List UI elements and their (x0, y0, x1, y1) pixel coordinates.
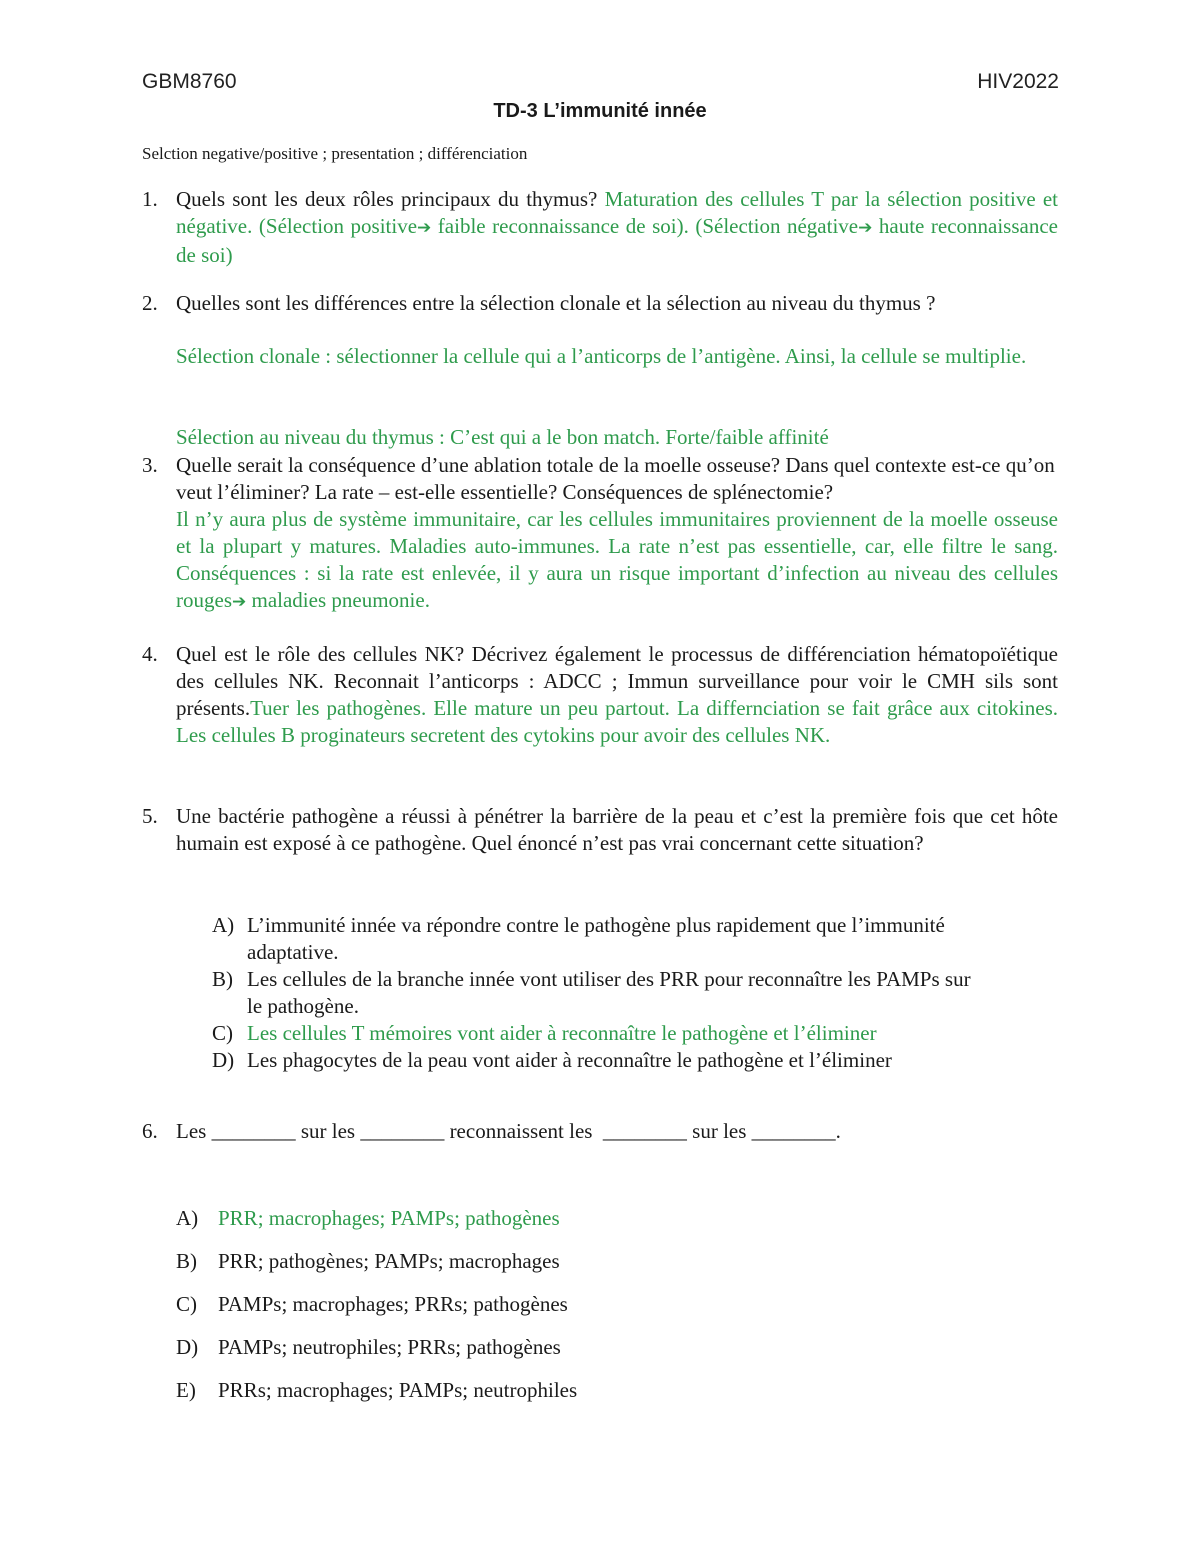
question-number: 1. (142, 187, 158, 211)
q6-option-c[interactable] (176, 1291, 776, 1318)
q6-option-e[interactable] (176, 1377, 776, 1404)
q5-option-b[interactable] (212, 966, 1072, 1020)
answer-paragraph: Sélection clonale : sélectionner la cellule qui a l’anticorps de l’antigène. Ainsi, la cellule se multiplie. (176, 344, 1027, 368)
answer-text-part: Il n’y aura plus de système immunitaire, car les cellules immunitaires proviennent de la moelle osseuse et la plupart y matures. Maladies auto-immunes. La rate n’est pas essentielle, car, elle filtre le sang. Conséquences : si la rate est enlevée, il y aura un risque important d’infection au niveau des cellules rouges (176, 507, 1058, 612)
answer-paragraph: Sélection au niveau du thymus : C’est qui a le bon match. Forte/faible affinité (176, 425, 829, 449)
q5-option-a[interactable] (212, 912, 1072, 966)
question-number: 5. (142, 804, 158, 828)
option-letter: C) (212, 1021, 233, 1045)
q6-option-b[interactable] (176, 1248, 776, 1275)
term-code: HIV2022 (977, 70, 1059, 93)
option-text: Les phagocytes de la peau vont aider à reconnaître le pathogène et l’éliminer (247, 1048, 892, 1072)
q5-option-d[interactable] (212, 1047, 1072, 1074)
answer-text: Maturation des cellules T par la sélection positive et négative. (Sélection positive (176, 187, 1059, 238)
answer-text: faible reconnaissance de soi). (Sélection négative (431, 214, 859, 238)
option-text: le pathogène. (247, 994, 359, 1018)
question-number: 2. (142, 291, 158, 315)
option-letter: D) (176, 1335, 199, 1359)
option-text: PAMPs; macrophages; PRRs; pathogènes (218, 1292, 568, 1316)
option-letter: C) (176, 1292, 197, 1316)
option-text: PRR; pathogènes; PAMPs; macrophages (218, 1249, 560, 1273)
answer-text-part: maladies pneumonie. (246, 588, 430, 612)
question-number: 4. (142, 642, 158, 666)
option-letter: B) (176, 1249, 197, 1273)
question-number: 6. (142, 1119, 158, 1143)
option-letter: B) (212, 967, 233, 991)
answer-text: Tuer les pathogènes. Elle mature un peu partout. La differnciation se fait grâce aux citokines. Les cellules B proginateurs secretent des cytokins pour avoir des cellules NK. (176, 696, 1058, 747)
q6-option-d[interactable] (176, 1334, 776, 1361)
keywords-line: Selction negative/positive ; presentation ; différenciation (142, 144, 528, 163)
option-text: PAMPs; neutrophiles; PRRs; pathogènes (218, 1335, 561, 1359)
question-text: Les ________ sur les ________ reconnaissent les ________ sur les ________. (176, 1119, 841, 1143)
question-body (176, 641, 1058, 749)
option-text: PRRs; macrophages; PAMPs; neutrophiles (218, 1378, 578, 1402)
option-text: adaptative. (247, 940, 339, 964)
option-letter: D) (212, 1048, 235, 1072)
right-arrow-icon: ➔ (858, 218, 873, 238)
option-letter: A) (176, 1206, 199, 1230)
right-arrow-icon: ➔ (417, 218, 432, 238)
right-arrow-icon: ➔ (232, 592, 247, 612)
question-body (176, 452, 1058, 616)
question-text: Quels sont les deux rôles principaux du thymus? (176, 187, 598, 211)
option-text: PRR; macrophages; PAMPs; pathogènes (218, 1206, 560, 1230)
option-text: L’immunité innée va répondre contre le pathogène plus rapidement que l’immunité (247, 913, 945, 937)
option-text: Les cellules de la branche innée vont utiliser des PRR pour reconnaître les PAMPs sur (247, 967, 971, 991)
course-code: GBM8760 (142, 70, 237, 93)
question-text: Quelle serait la conséquence d’une ablation totale de la moelle osseuse? Dans quel contexte est-ce qu’on veut l’éliminer? La rate – est-elle essentielle? Conséquences de splénectomie? (176, 453, 1055, 504)
q5-option-c[interactable] (212, 1020, 1072, 1047)
question-number: 3. (142, 453, 158, 477)
answer-text (176, 506, 1058, 616)
option-letter: A) (212, 913, 235, 937)
question-text: Quelles sont les différences entre la sélection clonale et la sélection au niveau du thymus ? (176, 291, 936, 315)
q6-option-a[interactable] (176, 1205, 776, 1232)
question-body (176, 186, 1058, 269)
option-letter: E) (176, 1378, 196, 1402)
answer-text: haute reconnaissance de soi) (176, 214, 1058, 267)
question-text: Quel est le rôle des cellules NK? Décrivez également le processus de différenciation hématopoïétique des cellules NK. Reconnait l’anticorps : ADCC ; Immun surveillance pour voir le CMH sils sont présents. (176, 642, 1058, 720)
option-text: Les cellules T mémoires vont aider à reconnaître le pathogène et l’éliminer (247, 1021, 877, 1045)
page-title: TD-3 L’immunité innée (493, 100, 707, 122)
question-text: Une bactérie pathogène a réussi à pénétrer la barrière de la peau et c’est la première fois que cet hôte humain est exposé à ce pathogène. Quel énoncé n’est pas vrai concernant cette situation? (176, 804, 1058, 855)
